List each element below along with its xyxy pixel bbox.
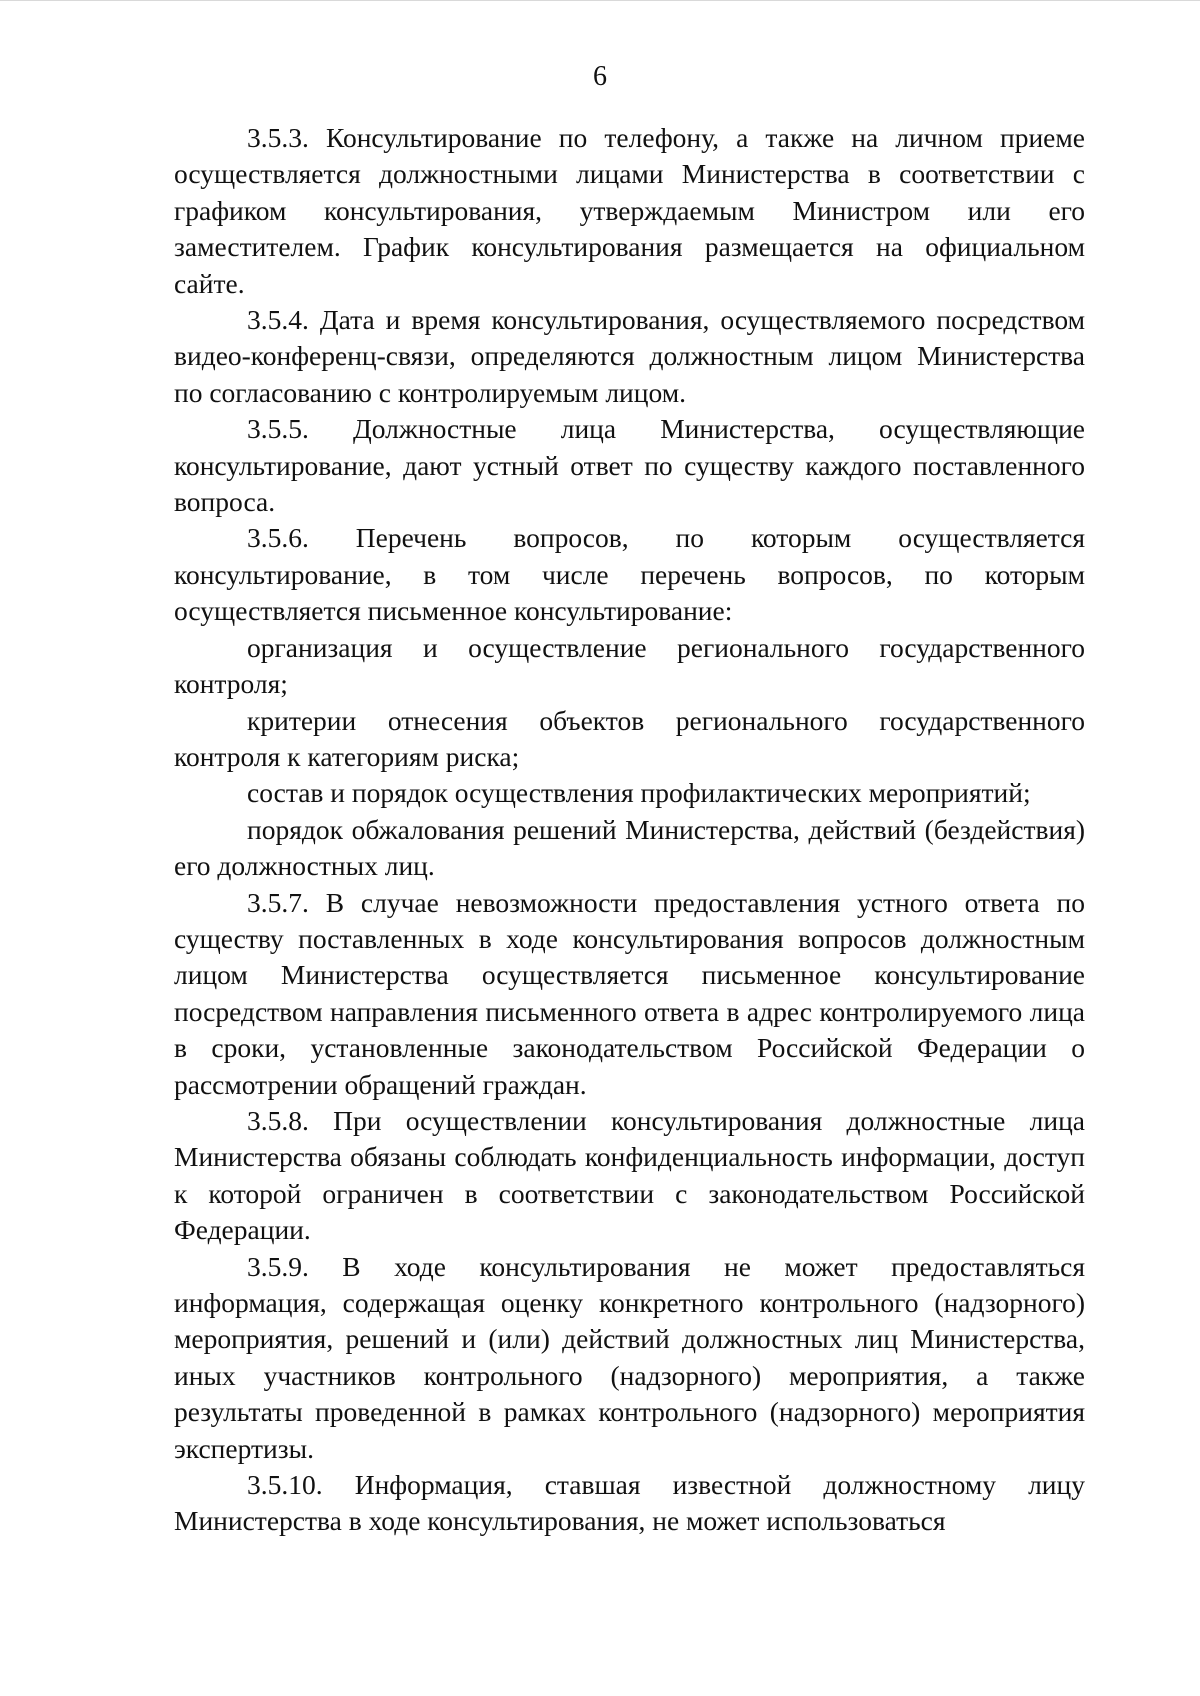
paragraph-3-5-7: 3.5.7. В случае невозможности предоставления устного ответа по существу поставленных в ходе консультирования вопросов должностным лицом Министерства осуществляется письменное консультирование посредством направления письменного ответа в адрес контролируемого лица в сроки, установленные законодательством Российской Федерации о рассмотрении обращений граждан. [174, 886, 1085, 1100]
paragraph-3-5-5: 3.5.5. Должностные лица Министерства, осуществляющие консультирование, дают устный ответ по существу каждого поставленного вопроса. [174, 413, 1085, 518]
paragraph-3-5-10: 3.5.10. Информация, ставшая известной должностному лицу Министерства в ходе консультирования, не может использоваться [174, 1469, 1085, 1537]
paragraph-3-5-8: 3.5.8. При осуществлении консультирования должностные лица Министерства обязаны соблюдать конфиденциальность информации, доступ к которой ограничен в соответствии с законодательством Российской Федерации. [174, 1104, 1085, 1246]
list-item-risk-criteria: критерии отнесения объектов регионального государственного контроля к категориям риска; [174, 704, 1085, 772]
paragraph-3-5-9: 3.5.9. В ходе консультирования не может предоставляться информация, содержащая оценку конкретного контрольного (надзорного) мероприятия, решений и (или) действий должностных лиц Министерства, иных участников контрольного (надзорного) мероприятия, а также результаты проведенной в рамках контрольного (надзорного) мероприятия экспертизы. [174, 1250, 1085, 1464]
page-number: 6 [593, 61, 607, 92]
paragraph-3-5-6: 3.5.6. Перечень вопросов, по которым осуществляется консультирование, в том числе перечень вопросов, по которым осуществляется письменное консультирование: [174, 522, 1085, 627]
paragraph-3-5-4: 3.5.4. Дата и время консультирования, осуществляемого посредством видео-конференц-связи, определяются должностным лицом Министерства по согласованию с контролируемым лицом. [174, 304, 1085, 408]
list-item-appeal-procedure: порядок обжалования решений Министерства, действий (бездействия) его должностных лиц. [174, 813, 1085, 882]
document-body [174, 120, 1085, 1540]
list-item-organization: организация и осуществление регионального государственного контроля; [174, 631, 1085, 700]
paragraph-3-5-3: 3.5.3. Консультирование по телефону, а также на личном приеме осуществляется должностными лицами Министерства в соответствии с графиком консультирования, утверждаемым Министром или его заместителем. График консультирования размещается на официальном сайте. [174, 122, 1085, 299]
list-item-preventive-measures: состав и порядок осуществления профилактических мероприятий; [247, 777, 1031, 809]
